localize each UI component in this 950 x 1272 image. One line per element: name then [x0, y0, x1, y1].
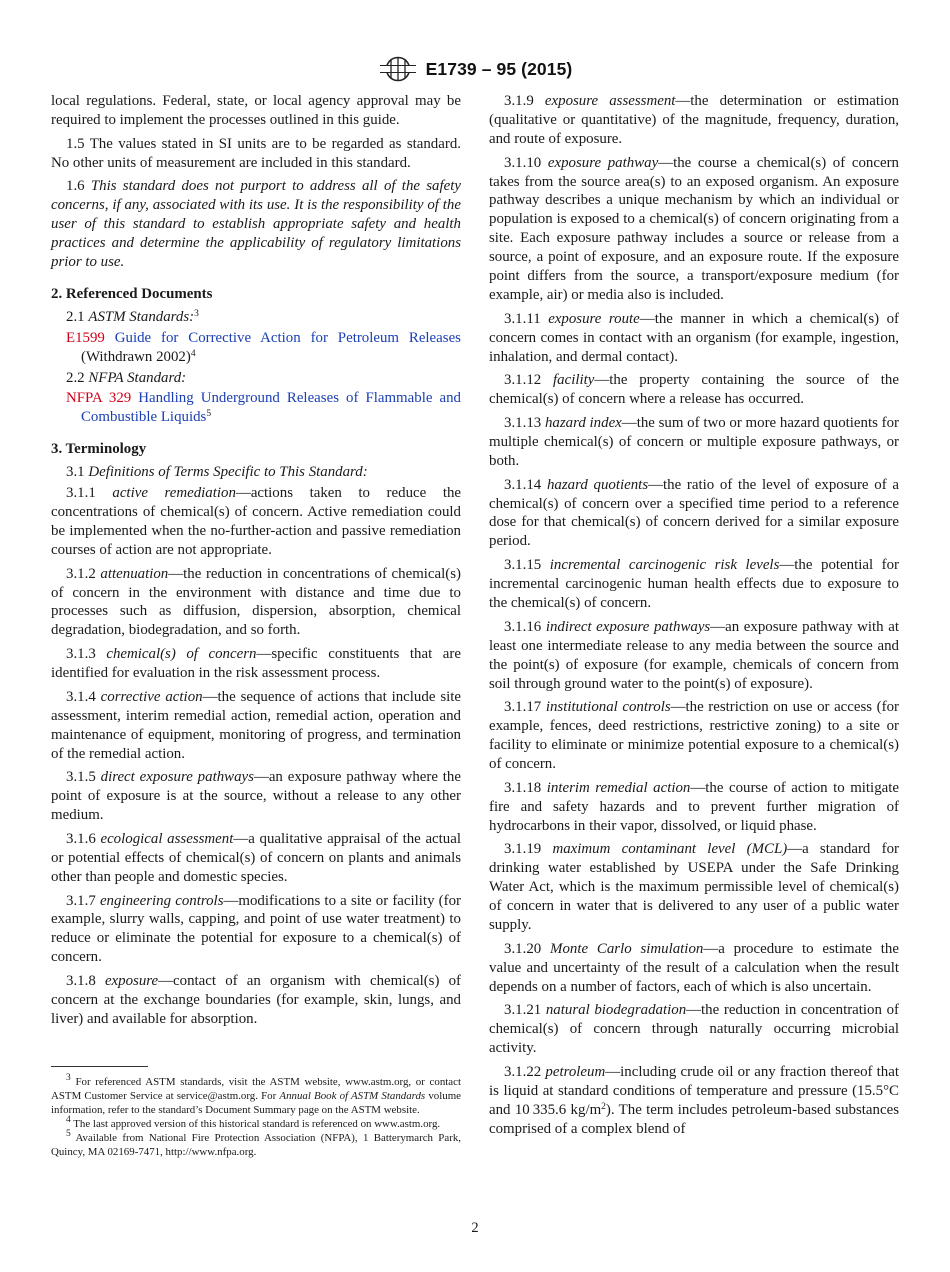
- footnote-ref-3[interactable]: 3: [194, 308, 199, 319]
- definition-3-1-18: [489, 779, 899, 836]
- definition-text: —the sum of two or more hazard quotients for multiple chemical(s) of concern or multiple exposure pathways, or both.: [489, 415, 899, 469]
- definition-term: attenuation: [100, 565, 169, 582]
- footnote-5-text: Available from National Fire Protection Association (NFPA), 1 Batterymarch Park, Quincy, MA 02169-7471, http://www.nfpa.org.: [51, 1132, 461, 1159]
- footnote-divider: [51, 1066, 148, 1067]
- definition-term: engineering controls: [99, 892, 224, 909]
- subsection-3-1-title: Definitions of Terms Specific to This Standard:: [88, 464, 368, 481]
- definition-term: incremental carcinogenic risk levels: [549, 557, 780, 574]
- definition-term: chemical(s) of concern: [106, 646, 257, 663]
- definition-3-1-20: [489, 940, 899, 997]
- left-column: [51, 92, 461, 1034]
- definition-3-1-21: [489, 1001, 899, 1058]
- definition-3-1-13: [489, 414, 899, 471]
- definition-term: interim remedial action: [546, 779, 691, 796]
- definition-text: —an exposure pathway where the point of exposure is at the source, without a release to any other medium.: [51, 769, 461, 824]
- definition-number: 3.1.12: [504, 372, 542, 389]
- definition-3-1-7: [51, 892, 461, 968]
- definition-term: ecological assessment: [100, 830, 234, 847]
- footnote-ref-4[interactable]: 4: [190, 348, 196, 359]
- definition-number: 3.1.5: [66, 769, 96, 786]
- subsection-2-1: [51, 308, 461, 327]
- paragraph-1-5: 1.5 The values stated in SI units are to be regarded as standard. No other units of measurement are included in this standard.: [51, 135, 461, 171]
- definition-term: direct exposure pathways: [100, 769, 254, 786]
- definition-text: —the manner in which a chemical(s) of concern comes in contact with an organism (for example, ingestion, inhalation, and dermal contact).: [489, 310, 899, 365]
- definition-term: exposure route: [548, 310, 640, 327]
- subsection-2-2: [51, 369, 461, 388]
- definition-term: natural biodegradation: [545, 1002, 687, 1019]
- subsection-2-1-title: ASTM Standards:: [88, 308, 195, 325]
- definition-text: —contact of an organism with chemical(s) of concern at the exchange boundaries (for example, skin, lungs, and liver) and available for absorption.: [51, 973, 461, 1027]
- footnote-3-text-a: For referenced ASTM standards, visit the ASTM website, www.astm.org, or contact ASTM Customer Service at service@astm.org. For: [51, 1076, 461, 1103]
- footnote-3-italic: Annual Book of ASTM Standards: [279, 1090, 426, 1103]
- definition-term: active remediation: [112, 485, 236, 502]
- definition-text: —the ratio of the level of exposure of a chemical(s) of concern over a specified time period to a reference dose for that chemical(s) of concern derived for a similar exposure period.: [489, 476, 899, 550]
- definition-3-1-5: [51, 768, 461, 825]
- definition-term: petroleum: [545, 1064, 606, 1081]
- definition-number: 3.1.8: [66, 973, 96, 990]
- section-2-heading: 2. Referenced Documents: [51, 285, 213, 302]
- footnote-marker: 4: [66, 1115, 71, 1126]
- paragraph-1-6: [51, 177, 461, 272]
- definition-text: —an exposure pathway with at least one intermediate release to any media between the source and the point(s) of exposure (for example, chemicals of concern from soil through ground water to the point(s) of exposure).: [489, 618, 899, 692]
- definition-text: —the sequence of actions that include site assessment, interim remedial action, remedial action, operation and maintenance of equipment, monitoring of progress, and termination of the remedial action.: [51, 688, 461, 762]
- footnote-3-text-b: volume information, refer to the standard’s Document Summary page on the ASTM website.: [51, 1090, 461, 1117]
- definition-3-1-14: [489, 476, 899, 552]
- definition-text: —the reduction in concentration of chemical(s) of concern through naturally occurring microbial activity.: [489, 1002, 899, 1057]
- definition-3-1-3: [51, 645, 461, 683]
- subsection-3-1: [51, 463, 461, 482]
- footnote-5: [51, 1131, 461, 1159]
- definition-number: 3.1.13: [504, 415, 542, 432]
- definition-term: maximum contaminant level (MCL): [552, 841, 788, 858]
- reference-nfpa-329: [51, 389, 461, 427]
- definition-term: indirect exposure pathways: [545, 618, 711, 635]
- definition-number: 3.1.9: [504, 93, 534, 109]
- document-designation: E1739 – 95 (2015): [425, 58, 573, 79]
- subsection-2-2-number: 2.2: [66, 369, 85, 386]
- definition-3-1-22: [489, 1063, 899, 1139]
- definition-number: 3.1.6: [66, 830, 96, 847]
- definition-text: —actions taken to reduce the concentrations of chemical(s) of concern. Active remediation could be implemented when the no-further-action and passive remediation courses of action are not appropriate.: [51, 485, 462, 558]
- footnote-4: [51, 1117, 461, 1131]
- definition-number: 3.1.22: [504, 1064, 542, 1081]
- definition-term: hazard index: [544, 415, 622, 432]
- page-number: 2: [471, 1220, 479, 1236]
- page-header: [0, 56, 950, 86]
- definition-3-1-4: [51, 688, 461, 764]
- definition-3-1-19: [489, 840, 899, 935]
- definition-number: 3.1.11: [504, 310, 541, 327]
- reference-e1599: [51, 329, 461, 367]
- footnote-ref-5[interactable]: 5: [206, 409, 212, 420]
- astm-logo-icon: [378, 56, 418, 82]
- definition-number: 3.1.18: [504, 779, 542, 796]
- footnote-3: [51, 1075, 461, 1117]
- definition-3-1-8: [51, 972, 461, 1029]
- definition-term: corrective action: [100, 688, 203, 705]
- definition-number: 3.1.21: [504, 1002, 542, 1019]
- definition-text: —modifications to a site or facility (for example, slurry walls, capping, and point of use water treatment) to reduce or eliminate the potential for exposure to a chemical(s) of concern.: [51, 892, 461, 966]
- definition-term: exposure: [104, 973, 159, 990]
- definition-term: facility: [553, 372, 595, 389]
- definition-number: 3.1.1: [66, 485, 96, 502]
- definition-3-1-6: [51, 830, 461, 887]
- reference-e1599-status: (Withdrawn 2002): [81, 348, 191, 365]
- footnote-marker: 5: [66, 1129, 71, 1140]
- subsection-3-1-number: 3.1: [66, 464, 85, 481]
- reference-e1599-title[interactable]: Guide for Corrective Action for Petroleum Releases: [114, 329, 461, 346]
- definition-text: —the restriction on use or access (for example, fences, deed restrictions, restrictive zoning) to a site or facility to eliminate or minimize potential exposure to a chemical(s) of concern.: [489, 699, 899, 773]
- subsection-2-1-number: 2.1: [66, 308, 85, 325]
- definition-3-1-9: [489, 92, 899, 149]
- definition-text: —the course a chemical(s) of concern takes from the source area(s) to an exposed organism. An exposure pathway describes a unique mechanism by which an individual or population is exposed to a chemical(s) of concern originating from a site. Each exposure pathway includes a source or release from a source, a point of exposure, and an exposure route. If the exposure point differs from the source, a transport/exposure medium (for example, air) or media also is included.: [489, 154, 899, 303]
- paragraph-1-6-text: This standard does not purport to address all of the safety concerns, if any, associated with its use. It is the responsibility of the user of this standard to establish appropriate safety and health practices and determine the applicability of regulatory limitations prior to use.: [51, 178, 461, 271]
- definition-number: 3.1.2: [66, 565, 96, 582]
- definition-text: —the course of action to mitigate fire and safety hazards and to prevent further migration of hydrocarbons in their vapor, dissolved, or liquid phase.: [489, 779, 899, 834]
- paragraph-1-6-number: 1.6: [66, 178, 85, 195]
- definition-number: 3.1.4: [66, 688, 96, 705]
- definition-number: 3.1.7: [66, 892, 96, 909]
- definition-3-1-1: [51, 484, 461, 560]
- definition-term: exposure assessment: [544, 93, 676, 109]
- definition-text: —a procedure to estimate the value and uncertainty of the result of a calculation when the result depends on a number of factors, each of which is also uncertain.: [489, 940, 899, 995]
- definition-text: —the potential for incremental carcinogenic human health effects due to exposure to the chemical(s) of concern.: [489, 557, 899, 611]
- footnote-marker: 3: [66, 1073, 71, 1083]
- reference-nfpa-329-code[interactable]: NFPA 329: [66, 390, 132, 407]
- definition-number: 3.1.19: [504, 841, 542, 858]
- definition-number: 3.1.14: [504, 476, 542, 493]
- definition-text: —the determination or estimation (qualitative or quantitative) of the magnitude, frequency, duration, and route of exposure.: [489, 93, 899, 147]
- reference-nfpa-329-title[interactable]: Handling Underground Releases of Flammable and Combustible Liquids: [81, 390, 461, 426]
- definition-number: 3.1.15: [504, 557, 542, 574]
- definition-term: exposure pathway: [547, 154, 659, 171]
- definition-3-1-12: [489, 371, 899, 409]
- definition-3-1-2: [51, 565, 461, 641]
- definition-text: —specific constituents that are identified for evaluation in the risk assessment process.: [51, 646, 461, 682]
- superscript-exponent: 2: [601, 1101, 606, 1112]
- definition-3-1-10: [489, 154, 899, 305]
- footnotes: [51, 1075, 461, 1160]
- definition-text: —a standard for drinking water established by USEPA under the Safe Drinking Water Act, which is the maximum permissible level of chemical(s) of concern in water that is delivered to any user of a public water supply.: [489, 841, 899, 934]
- definition-text: —the property containing the source of the chemical(s) of concern where a release has occurred.: [489, 372, 899, 408]
- definition-number: 3.1.20: [504, 940, 542, 957]
- definition-number: 3.1.3: [66, 646, 96, 663]
- definition-text: —the reduction in concentrations of chemical(s) of concern in the environment with distance and time due to processes such as diffusion, dispersion, absorption, chemical degradation, biodegradation, and so forth.: [51, 565, 461, 639]
- definition-term: hazard quotients: [546, 476, 649, 493]
- footnote-4-text: The last approved version of this historical standard is referenced on www.astm.org.: [73, 1118, 441, 1131]
- definition-term: Monte Carlo simulation: [550, 940, 704, 957]
- definition-text: —a qualitative appraisal of the actual or potential effects of chemical(s) of concern on plants and animals other than people and domestic species.: [51, 830, 461, 885]
- definition-term: institutional controls: [545, 699, 671, 716]
- subsection-2-2-title: NFPA Standard:: [88, 369, 187, 386]
- definition-number: 3.1.16: [504, 618, 542, 635]
- intro-paragraph: local regulations. Federal, state, or local agency approval may be required to implement the processes outlined in this guide.: [51, 93, 461, 128]
- definition-text-b: ). The term includes petroleum-based substances comprised of a complex blend of: [489, 1101, 899, 1137]
- definition-text-a: —including crude oil or any fraction thereof that is liquid at standard conditions of temperature and pressure (15.5°C and 10 335.6 kg/m: [489, 1064, 899, 1118]
- definition-number: 3.1.10: [504, 154, 542, 171]
- definition-number: 3.1.17: [504, 699, 542, 716]
- right-column: [489, 92, 899, 1144]
- section-3-heading: 3. Terminology: [51, 441, 147, 458]
- definition-3-1-11: [489, 310, 899, 367]
- definition-3-1-15: [489, 556, 899, 613]
- definition-3-1-17: [489, 698, 899, 774]
- reference-e1599-code[interactable]: E1599: [66, 329, 105, 346]
- definition-3-1-16: [489, 618, 899, 694]
